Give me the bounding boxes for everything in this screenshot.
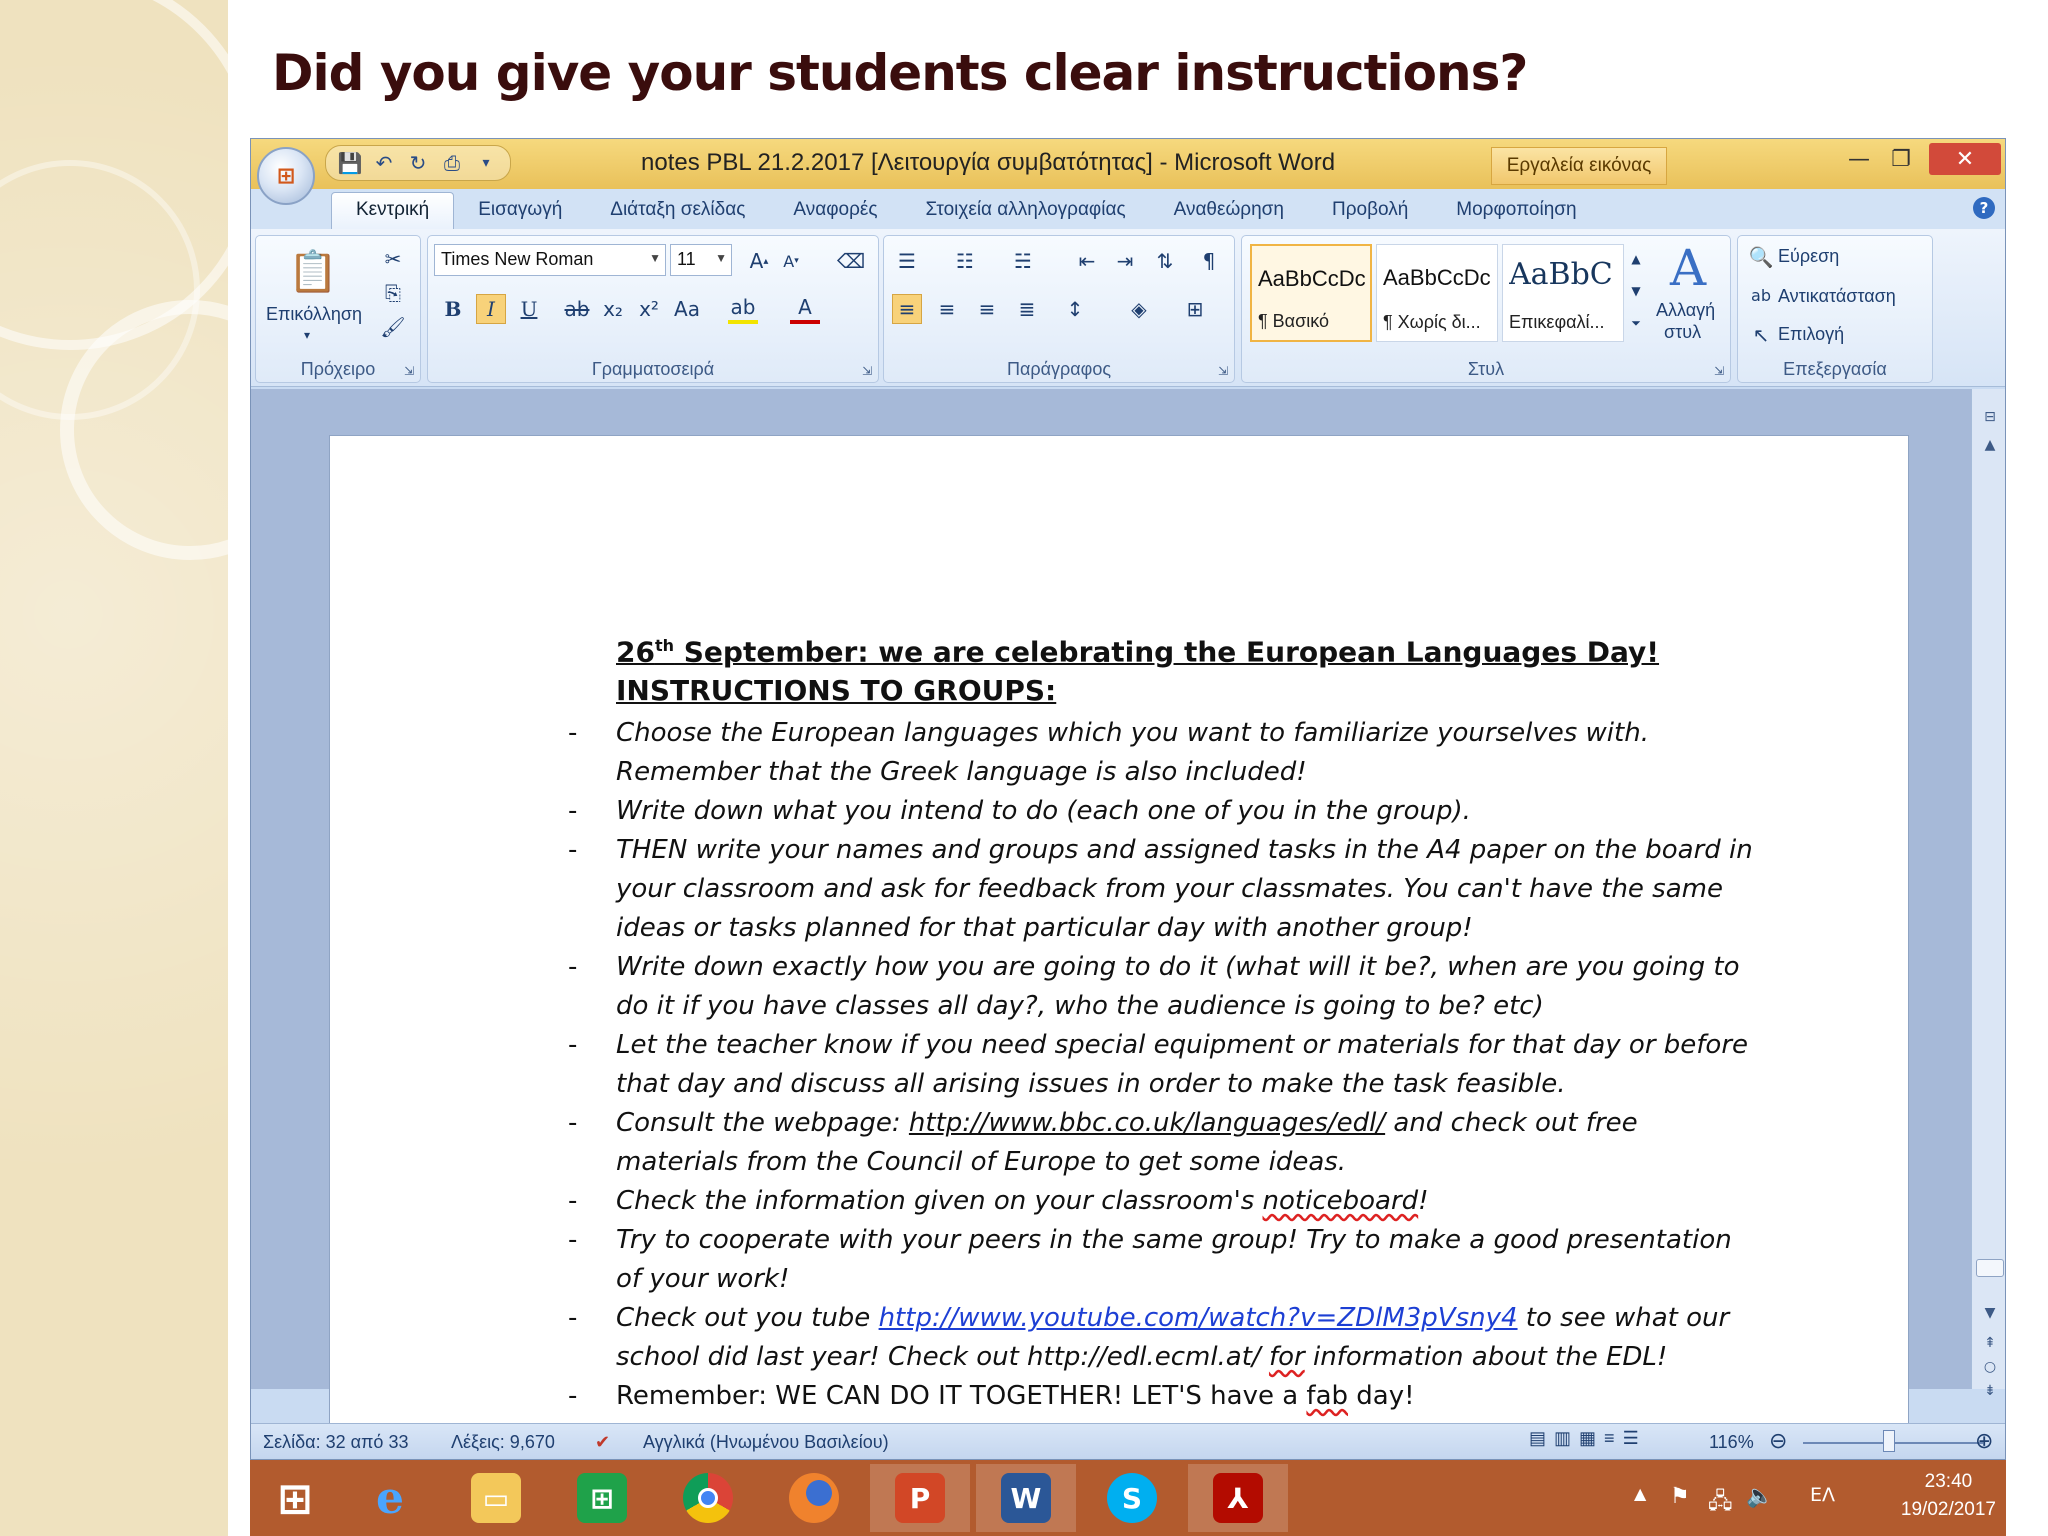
- store-icon: ⊞: [577, 1473, 627, 1523]
- help-icon[interactable]: ?: [1973, 197, 1995, 219]
- instruction-list: [616, 714, 1756, 1416]
- select-browse-object-icon[interactable]: ○: [1983, 1359, 1997, 1375]
- full-screen-reading-icon[interactable]: ▥: [1554, 1428, 1572, 1448]
- acrobat-icon: ⅄: [1213, 1473, 1263, 1523]
- list-item: [616, 1182, 1756, 1221]
- taskbar-powerpoint[interactable]: [870, 1464, 970, 1532]
- styles-scroll-up-icon[interactable]: ▲: [1631, 252, 1641, 266]
- internet-explorer-icon: e: [376, 1472, 404, 1524]
- font-group-label: Γραμματοσειρά: [591, 359, 715, 379]
- grammar-error-word[interactable]: for: [1268, 1342, 1305, 1373]
- list-item: - Choose the European languages which you want to familiarize yourselves with. Remember that the Greek language is also included!: [616, 714, 1756, 792]
- taskbar-acrobat[interactable]: [1188, 1464, 1288, 1532]
- taskbar: [250, 1460, 2006, 1536]
- style-name: Επικεφαλί...: [1509, 312, 1605, 332]
- clipboard-group-label: Πρόχειρο: [300, 359, 376, 379]
- item-text: Check out you tube: [616, 1303, 879, 1334]
- style-sample: AaBbCcDc: [1383, 265, 1491, 290]
- title-bar: [251, 139, 2005, 189]
- item-text: to see what our school did last year! Check out http://edl.ecml.at/: [616, 1303, 1730, 1373]
- list-item: - Write down what you intend to do (each one of you in the group).: [616, 792, 1756, 831]
- list-item: - Let the teacher know if you need special equipment or materials for that day or before that day and discuss all arising issues in order to make the task feasible.: [616, 1026, 1756, 1104]
- taskbar-internet-explorer[interactable]: [340, 1464, 440, 1532]
- list-item: - Try to cooperate with your peers in the same group! Try to make a good presentation of your work!: [616, 1221, 1756, 1299]
- list-item: [616, 1104, 1756, 1182]
- start-button[interactable]: [250, 1464, 340, 1532]
- action-center-flag-icon[interactable]: ⚑: [1670, 1484, 1690, 1509]
- network-icon[interactable]: 🖧: [1708, 1489, 1733, 1514]
- font-size-value: 11: [677, 249, 696, 269]
- firefox-icon: [789, 1473, 839, 1523]
- show-hidden-icons[interactable]: ▲: [1634, 1484, 1647, 1503]
- word-count[interactable]: Λέξεις: 9,670: [451, 1432, 555, 1452]
- style-normal[interactable]: [1250, 244, 1372, 342]
- styles-group-label: Στυλ: [1467, 359, 1505, 379]
- strikethrough-icon[interactable]: ab: [564, 297, 590, 321]
- restore-icon[interactable]: ❐: [1891, 146, 1911, 172]
- style-sample: AaBbC: [1509, 257, 1613, 292]
- align-center-icon[interactable]: ≡: [938, 297, 956, 321]
- powerpoint-icon: P: [895, 1473, 945, 1523]
- zoom-slider-thumb[interactable]: [1883, 1430, 1895, 1452]
- list-item: [616, 1299, 1756, 1377]
- clear-formatting-icon[interactable]: ⌫: [836, 249, 866, 273]
- minimize-icon[interactable]: —: [1848, 146, 1870, 172]
- paste-button[interactable]: Επικόλληση: [266, 304, 363, 324]
- ruler-toggle-icon[interactable]: ⊟: [1984, 409, 1996, 425]
- list-item: - THEN write your names and groups and assigned tasks in the A4 paper on the board in your classroom and ask for feedback from your classmates. You can't have the same ideas or tasks planned for that particular day with another group!: [616, 831, 1756, 948]
- word-icon: W: [1001, 1473, 1051, 1523]
- zoom-in-icon[interactable]: ⊕: [1975, 1428, 1994, 1453]
- page-count[interactable]: Σελίδα: 32 από 33: [263, 1432, 409, 1452]
- tab-mailings[interactable]: Στοιχεία αλληλογραφίας: [925, 199, 1126, 220]
- list-item: [616, 1377, 1756, 1416]
- dialog-launcher-icon[interactable]: ⇲: [403, 364, 414, 378]
- italic-icon[interactable]: I: [476, 294, 506, 324]
- list-item: - Write down exactly how you are going to do it (what will it be?, when are you going to do it if you have classes all day?, who the audience is going to be? etc): [616, 948, 1756, 1026]
- style-name: ¶ Χωρίς δι...: [1383, 312, 1481, 332]
- styles-scroll-down-icon[interactable]: ▼: [1631, 284, 1641, 298]
- clock-time: 23:40: [1924, 1471, 1973, 1492]
- picture-tools-context-tab[interactable]: Εργαλεία εικόνας: [1491, 147, 1667, 185]
- document-heading: [616, 626, 1756, 710]
- change-styles-label: στυλ: [1664, 322, 1702, 342]
- format-painter-icon[interactable]: 🖌: [380, 315, 406, 339]
- styles-more-icon[interactable]: ⏷: [1631, 315, 1641, 330]
- windows-logo-icon: ⊞: [277, 1473, 313, 1523]
- multilevel-list-icon[interactable]: ☵: [1014, 249, 1032, 273]
- zoom-level[interactable]: 116%: [1709, 1432, 1754, 1452]
- tab-view[interactable]: Προβολή: [1331, 199, 1409, 220]
- select-cursor-icon[interactable]: ↖: [1752, 323, 1770, 347]
- clock[interactable]: [1901, 1468, 1996, 1524]
- align-left-icon[interactable]: ≡: [892, 294, 922, 324]
- style-name: ¶ Βασικό: [1258, 311, 1329, 331]
- justify-icon[interactable]: ≣: [1018, 297, 1036, 321]
- replace-icon[interactable]: ab: [1751, 285, 1771, 305]
- view-buttons: [1529, 1428, 1639, 1449]
- undo-icon[interactable]: ↶: [375, 151, 393, 175]
- youtube-link[interactable]: http://www.youtube.com/watch?v=ZDlM3pVsny4: [878, 1303, 1518, 1334]
- item-text: information about the EDL!: [1304, 1342, 1668, 1373]
- highlight-icon[interactable]: ab: [728, 294, 758, 324]
- tab-page-layout[interactable]: Διάταξη σελίδας: [610, 199, 746, 220]
- shrink-font-icon[interactable]: A ▾: [783, 251, 799, 271]
- scrollbar-thumb[interactable]: [1976, 1259, 2004, 1277]
- font-group: [427, 235, 879, 383]
- chrome-icon: [683, 1473, 733, 1523]
- borders-icon[interactable]: ⊞: [1186, 297, 1204, 321]
- superscript-icon[interactable]: x²: [639, 297, 659, 321]
- underline-icon[interactable]: U: [520, 297, 538, 321]
- window-title: notes PBL 21.2.2017 [Λειτουργία συμβατότητας] - Microsoft Word: [641, 149, 1336, 176]
- item-text: day!: [1348, 1381, 1415, 1412]
- replace-button[interactable]: Αντικατάσταση: [1778, 286, 1896, 306]
- change-styles-icon[interactable]: A: [1669, 239, 1707, 297]
- heading-date: 26: [616, 635, 655, 669]
- document-content[interactable]: [616, 626, 1756, 1416]
- vertical-scrollbar[interactable]: [1971, 389, 2006, 1399]
- quick-access-toolbar: [325, 145, 511, 181]
- font-name-combo[interactable]: [434, 244, 666, 276]
- slide-title: Did you give your students clear instructions?: [272, 44, 1528, 102]
- taskbar-chrome[interactable]: [658, 1464, 758, 1532]
- style-sample: AaBbCcDc: [1258, 266, 1366, 291]
- select-button[interactable]: Επιλογή: [1778, 324, 1845, 344]
- editing-group: [1737, 235, 1933, 383]
- dialog-launcher-icon[interactable]: ⇲: [861, 364, 872, 378]
- numbering-icon[interactable]: ☷: [956, 249, 974, 273]
- office-logo-icon: ⊞: [276, 163, 296, 189]
- font-size-combo[interactable]: [670, 244, 732, 276]
- dialog-launcher-icon[interactable]: ⇲: [1713, 364, 1724, 378]
- tab-review[interactable]: Αναθεώρηση: [1173, 199, 1284, 220]
- status-bar: [251, 1423, 2005, 1460]
- next-page-icon[interactable]: ⇟: [1984, 1383, 1996, 1399]
- item-text: Check the information given on your classroom's: [616, 1186, 1263, 1217]
- heading-text: September: we are celebrating the European Languages Day! INSTRUCTIONS TO GROUPS:: [616, 635, 1660, 708]
- bullets-icon[interactable]: ☰: [898, 249, 916, 273]
- paragraph-group-label: Παράγραφος: [1006, 359, 1112, 379]
- tab-insert[interactable]: Εισαγωγή: [478, 199, 563, 220]
- decrease-indent-icon[interactable]: ⇤: [1078, 249, 1096, 273]
- change-styles-button[interactable]: Αλλαγή: [1656, 300, 1716, 320]
- paste-icon[interactable]: 📋: [288, 248, 338, 295]
- subscript-icon[interactable]: x₂: [603, 297, 623, 321]
- close-icon[interactable]: ✕: [1929, 143, 2001, 175]
- volume-icon[interactable]: 🔈: [1746, 1484, 1774, 1509]
- print-layout-icon[interactable]: ▤: [1529, 1428, 1547, 1448]
- tab-references[interactable]: Αναφορές: [793, 199, 878, 220]
- item-text: and check out free materials from the Council of Europe to get some ideas.: [616, 1108, 1638, 1178]
- input-language[interactable]: ΕΛ: [1810, 1484, 1836, 1506]
- tab-home[interactable]: Κεντρική: [331, 192, 454, 229]
- shading-icon[interactable]: ◈: [1131, 297, 1147, 321]
- increase-indent-icon[interactable]: ⇥: [1116, 249, 1134, 273]
- skype-icon: S: [1107, 1473, 1157, 1523]
- cut-icon[interactable]: ✂: [384, 247, 402, 271]
- font-name-value: Times New Roman: [441, 249, 594, 269]
- web-layout-icon[interactable]: ▦: [1579, 1428, 1597, 1448]
- bold-icon[interactable]: B: [444, 297, 462, 321]
- scroll-up-icon[interactable]: ▲: [1984, 437, 1996, 453]
- bbc-link[interactable]: http://www.bbc.co.uk/languages/edl/: [908, 1108, 1386, 1139]
- find-icon[interactable]: 🔍: [1748, 245, 1774, 269]
- chevron-down-icon: ▼: [715, 251, 727, 265]
- scroll-down-icon[interactable]: ▼: [1984, 1305, 1996, 1321]
- clipboard-group: [255, 235, 421, 383]
- copy-icon[interactable]: ⎘: [385, 281, 401, 305]
- paste-dropdown-icon[interactable]: ▾: [304, 328, 311, 342]
- save-icon[interactable]: 💾: [337, 151, 363, 175]
- language-indicator[interactable]: Αγγλικά (Ηνωμένου Βασιλείου): [643, 1432, 889, 1452]
- sort-icon[interactable]: ⇅: [1156, 249, 1174, 273]
- style-heading-1[interactable]: [1502, 244, 1624, 342]
- folder-icon: ▭: [471, 1473, 521, 1523]
- previous-page-icon[interactable]: ⇞: [1984, 1335, 1996, 1351]
- item-text: Consult the webpage:: [616, 1108, 909, 1139]
- zoom-out-icon[interactable]: ⊖: [1769, 1428, 1788, 1453]
- document-area: [251, 389, 1971, 1412]
- spelling-error-word[interactable]: noticeboard: [1262, 1186, 1419, 1217]
- taskbar-word[interactable]: [976, 1464, 1076, 1532]
- spelling-error-word[interactable]: fab: [1306, 1381, 1349, 1412]
- ribbon-tabs: [251, 189, 2005, 229]
- change-case-icon[interactable]: Aa: [674, 297, 700, 321]
- align-right-icon[interactable]: ≡: [978, 297, 996, 321]
- find-button[interactable]: Εύρεση: [1778, 246, 1840, 266]
- redo-icon[interactable]: ↻: [409, 151, 427, 175]
- editing-group-label: Επεξεργασία: [1783, 359, 1887, 379]
- styles-group: [1241, 235, 1731, 383]
- slide-decoration: [0, 0, 228, 1536]
- print-icon[interactable]: ⎙: [444, 151, 460, 175]
- heading-date-suffix: th: [654, 636, 675, 655]
- taskbar-file-explorer[interactable]: [446, 1464, 546, 1532]
- office-button[interactable]: [257, 147, 315, 205]
- proofing-icon[interactable]: ✔: [595, 1432, 611, 1452]
- taskbar-store[interactable]: [552, 1464, 652, 1532]
- clock-date: 19/02/2017: [1900, 1499, 1996, 1520]
- item-text: Remember: WE CAN DO IT TOGETHER! LET'S have a: [616, 1381, 1307, 1412]
- customize-qat-icon[interactable]: ▾: [482, 155, 490, 171]
- dialog-launcher-icon[interactable]: ⇲: [1217, 364, 1228, 378]
- font-color-icon[interactable]: A: [790, 294, 820, 324]
- draft-icon[interactable]: ☰: [1622, 1428, 1639, 1448]
- chevron-down-icon: ▼: [649, 251, 661, 265]
- line-spacing-icon[interactable]: ↕: [1066, 297, 1084, 321]
- style-no-spacing[interactable]: [1376, 244, 1498, 342]
- outline-icon[interactable]: ≡: [1604, 1428, 1615, 1448]
- taskbar-firefox[interactable]: [764, 1464, 864, 1532]
- tab-format[interactable]: Μορφοποίηση: [1456, 199, 1577, 220]
- item-text: !: [1418, 1186, 1429, 1217]
- taskbar-skype[interactable]: [1082, 1464, 1182, 1532]
- paragraph-group: [883, 235, 1235, 383]
- show-formatting-icon[interactable]: ¶: [1202, 249, 1216, 273]
- ribbon: [251, 229, 2005, 387]
- word-window: [250, 138, 2006, 1460]
- grow-font-icon[interactable]: A ▴: [749, 249, 769, 273]
- document-page[interactable]: [329, 435, 1909, 1435]
